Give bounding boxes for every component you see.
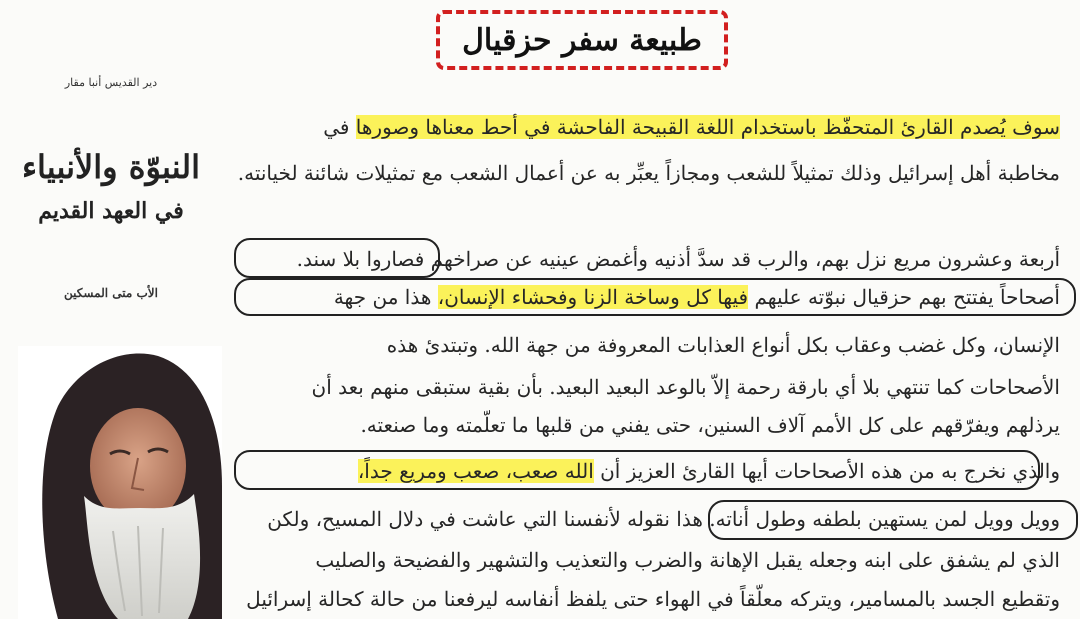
p2-line4: الأصحاحات كما تنتهي بلا أي بارقة رحمة إلاّ بالوعد البعيد البعيد. بأن بقية ستبقى منهم بعد أن (311, 375, 1060, 399)
p3-line4: وتقطيع الجسد بالمسامير، ويتركه معلّقاً في الهواء حتى يلفظ أنفاسه ليرفعنا من حالة كحالة إسرائيل (246, 587, 1060, 611)
p3-highlight: الله صعب، صعب ومريع جداً، (357, 459, 594, 483)
p3-ring-text: وويل وويل لمن يستهين بلطفه وطول أناته. (709, 507, 1060, 531)
p2-line1 (297, 244, 1060, 274)
cover-author-top: دير القديس أنبا مقار (64, 76, 158, 89)
p1-highlight: سوف يُصدم القارئ المتحفّظ باستخدام اللغة القبيحة الفاحشة في أحط معناها وصورها (355, 115, 1060, 139)
p2-line1-rest: مريع نزل بهم، والرب قد سدَّ أذنيه وأغمض عينيه عن صراخهم فصاروا بلا سند. (296, 247, 938, 271)
p2-highlight: فيها كل وساخة الزنا وفحشاء الإنسان، (437, 285, 749, 309)
author-portrait (18, 346, 222, 619)
p3-line1 (358, 456, 1060, 486)
p2-line5: يرذلهم ويفرّقهم على كل الأمم آلاف السنين، حتى يفني من قلبها ما تعلّمته وما صنعته. (360, 413, 1060, 437)
p1-line2: مخاطبة أهل إسرائيل وذلك تمثيلاً للشعب ومجازاً يعبِّر به عن أعمال الشعب مع تمثيلات شائنة لخيانته. (237, 161, 1060, 185)
p2-ring-text: أربعة وعشرون (937, 247, 1060, 271)
p3-line2-rest: هذا نقوله لأنفسنا التي عاشت في دلال المسيح، ولكن (267, 507, 710, 531)
p3-line2 (267, 504, 1060, 534)
cover-author-name: الأب متى المسكين (64, 286, 158, 300)
p2-line2-start: أصحاحاً يفتتح بهم حزقيال نبوّته عليهم (748, 285, 1060, 309)
p2-line2-end: هذا من جهة (333, 285, 438, 309)
p3-line1-start: والذي نخرج به من هذه الأصحاحات أيها القارئ العزيز أن (593, 459, 1060, 483)
book-cover (0, 60, 232, 619)
cover-book-title: النبوّة والأنبياء (22, 148, 200, 186)
cover-book-subtitle: في العهد القديم (38, 198, 184, 224)
article-body (232, 0, 1080, 619)
p1-line1-rest: في (323, 115, 356, 139)
page-title: طبيعة سفر حزقيال (462, 22, 702, 58)
p1-line1 (323, 112, 1060, 142)
p2-line3: الإنسان، وكل غضب وعقاب بكل أنواع العذابات المعروفة من جهة الله. وتبتدئ هذه (386, 333, 1060, 357)
p3-line3: الذي لم يشفق على ابنه وجعله يقبل الإهانة والضرب والتعذيب والتشهير والفضيحة والصليب (315, 548, 1060, 572)
p2-line2 (334, 282, 1060, 312)
